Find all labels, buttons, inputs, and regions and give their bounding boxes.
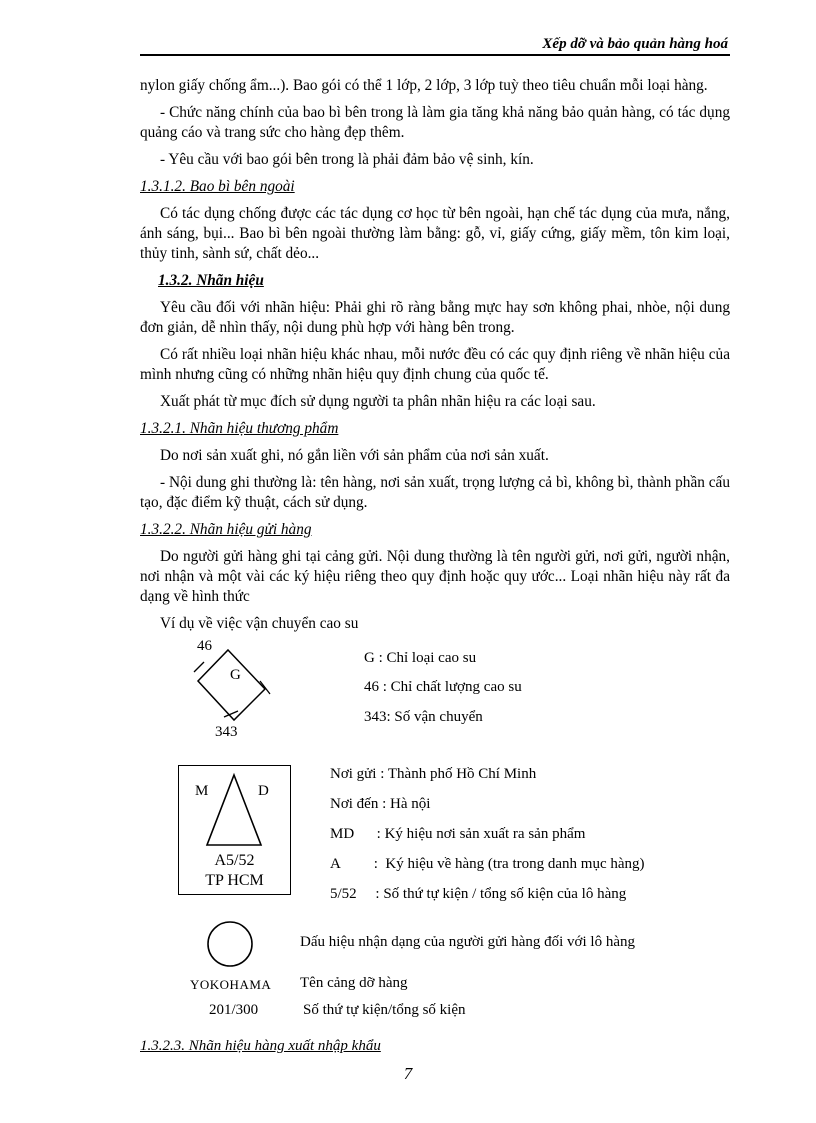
package-count: 201/300 — [209, 1002, 259, 1018]
paragraph: - Yêu cầu với bao gói bên trong là phải đảm bảo vệ sinh, kín. — [160, 151, 534, 168]
legend-line: A : Ký hiệu về hàng (tra trong danh mục hàng) — [330, 856, 645, 872]
header-title: Xếp dỡ và bảo quản hàng hoá — [542, 36, 728, 52]
package-count-description: Số thứ tự kiện/tổng số kiện — [303, 1002, 466, 1018]
box-label-d: D — [258, 783, 269, 799]
box-line-1: A5/52 — [214, 852, 255, 869]
port-description: Tên cảng dỡ hàng — [300, 975, 408, 991]
page-header — [140, 32, 730, 56]
paragraph: Có rất nhiều loại nhãn hiệu khác nhau, mỗi nước đều có các quy định riêng về nhãn hiệu của mình nhưng cũng có những nhãn hiệu quy định chung của quốc tế. — [140, 346, 730, 383]
rubber-mark-diamond — [190, 650, 280, 720]
diamond-top-label: 46 — [197, 638, 212, 654]
legend-line: 5/52 : Số thứ tự kiện / tổng số kiện của lô hàng — [330, 886, 627, 902]
legend-line: G : Chỉ loại cao su — [364, 650, 477, 666]
box-line-2: TP HCM — [205, 872, 264, 889]
paragraph: nylon giấy chống ẩm...). Bao gói có thể 1 lớp, 2 lớp, 3 lớp tuỳ theo tiêu chuẩn mỗi loại hàng. — [140, 77, 708, 94]
diamond-bottom-label: 343 — [215, 724, 238, 740]
paragraph: Xuất phát từ mục đích sử dụng người ta phân nhãn hiệu ra các loại sau. — [160, 393, 596, 410]
legend-line: 343: Số vận chuyển — [364, 709, 483, 725]
section-heading-1321: 1.3.2.1. Nhãn hiệu thương phẩm — [140, 420, 339, 437]
section-heading-1322: 1.3.2.2. Nhãn hiệu gửi hàng — [140, 521, 312, 538]
legend-line: Nơi đến : Hà nội — [330, 796, 431, 812]
page-number: 7 — [403, 1064, 413, 1083]
box-label-m: M — [195, 783, 209, 799]
document-body — [140, 76, 730, 641]
paragraph: Do nơi sản xuất ghi, nó gắn liền với sản phẩm của nơi sản xuất. — [160, 447, 549, 464]
section-heading-132: 1.3.2. Nhãn hiệu — [158, 272, 264, 289]
section-heading-1323: 1.3.2.3. Nhãn hiệu hàng xuất nhập khẩu — [140, 1038, 381, 1054]
port-name: YOKOHAMA — [190, 977, 272, 992]
shipping-mark-box — [178, 765, 291, 895]
triangle-icon — [204, 773, 264, 848]
paragraph: - Nội dung ghi thường là: tên hàng, nơi sản xuất, trọng lượng cả bì, không bì, thành phần cấu tạo, đặc điểm kỹ thuật, cách sử dụng. — [140, 474, 730, 511]
paragraph: Ví dụ về việc vận chuyển cao su — [160, 615, 359, 632]
section-heading-1312: 1.3.1.2. Bao bì bên ngoài — [140, 178, 295, 195]
paragraph: Yêu cầu đối với nhãn hiệu: Phải ghi rõ ràng bằng mực hay sơn không phai, nhòe, nội dung đơn giản, dễ nhìn thấy, nội dung phù hợp với hàng bên trong. — [140, 299, 730, 336]
circle-description: Dấu hiệu nhận dạng của người gửi hàng đối với lô hàng — [300, 934, 635, 950]
legend-line: MD : Ký hiệu nơi sản xuất ra sản phẩm — [330, 826, 586, 842]
legend-line: 46 : Chỉ chất lượng cao su — [364, 679, 522, 695]
paragraph: - Chức năng chính của bao bì bên trong là làm gia tăng khả năng bảo quản hàng, có tác dụng quảng cáo và trang sức cho hàng đẹp thêm. — [140, 104, 730, 141]
diamond-center-label: G — [230, 667, 241, 683]
paragraph: Do người gửi hàng ghi tại cảng gửi. Nội dung thường là tên người gửi, nơi gửi, người nhận, nơi nhận và một vài các ký hiệu riêng theo quy định hoặc quy ước... Loại nhãn hiệu này rất đa dạng về hình thức — [140, 548, 730, 605]
paragraph: Có tác dụng chống được các tác dụng cơ học từ bên ngoài, hạn chế tác dụng của mưa, nắng, ánh sáng, bụi... Bao bì bên ngoài thường làm bằng: gỗ, vỉ, giấy cứng, giấy mềm, tôn kim loại, thủy tinh, sành sứ, chất dẻo... — [140, 205, 730, 262]
legend-line: Nơi gửi : Thành phố Hồ Chí Minh — [330, 766, 537, 782]
circle-icon — [206, 920, 254, 968]
